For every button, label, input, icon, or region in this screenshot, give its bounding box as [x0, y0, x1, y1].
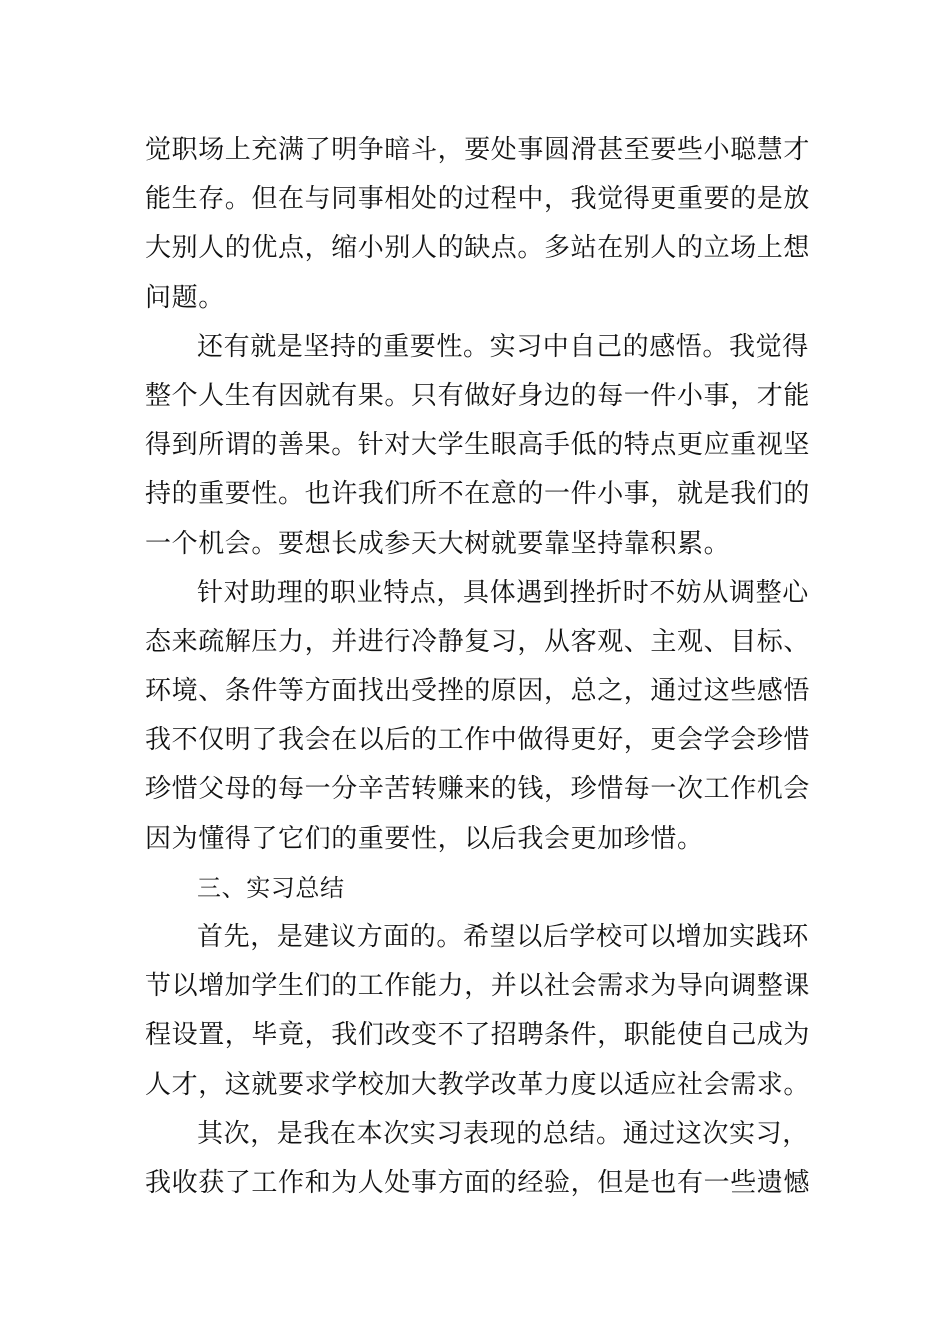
text-line: 态来疏解压力，并进行冷静复习，从客观、主观、目标、	[145, 626, 811, 657]
text-line: 觉职场上充满了明争暗斗，要处事圆滑甚至要些小聪慧才	[145, 135, 811, 165]
text-line: 首先，是建议方面的。希望以后学校可以增加实践环	[197, 922, 809, 952]
text-line: 其次，是我在本次实习表现的总结。通过这次实习，	[197, 1118, 809, 1149]
text-line: 我收获了工作和为人处事方面的经验，但是也有一些遗憾	[145, 1167, 811, 1198]
text-line: 整个人生有因就有果。只有做好身边的每一件小事，才能	[145, 380, 811, 411]
text-line: 珍惜父母的每一分辛苦转赚来的钱，珍惜每一次工作机会	[145, 774, 811, 805]
text-line: 程设置，毕竟，我们改变不了招聘条件，职能使自己成为	[145, 1020, 811, 1051]
text-line: 人才，这就要求学校加大教学改革力度以适应社会需求。	[145, 1069, 811, 1100]
section-heading: 三、实习总结	[197, 873, 345, 902]
text-line: 节以增加学生们的工作能力，并以社会需求为导向调整课	[145, 971, 811, 1002]
text-line: 得到所谓的善果。针对大学生眼高手低的特点更应重视坚	[145, 430, 811, 461]
text-line: 大别人的优点，缩小别人的缺点。多站在别人的立场上想	[145, 233, 811, 264]
text-line: 持的重要性。也许我们所不在意的一件小事，就是我们的	[145, 479, 811, 510]
text-line: 能生存。但在与同事相处的过程中，我觉得更重要的是放	[145, 184, 811, 215]
text-line: 问题。	[145, 282, 225, 313]
document-body	[145, 126, 810, 1208]
text-line: 针对助理的职业特点，具体遇到挫折时不妨从调整心	[197, 577, 809, 608]
text-line: 我不仅明了我会在以后的工作中做得更好，更会学会珍惜	[145, 725, 811, 756]
text-line: 一个机会。要想长成参天大树就要靠坚持靠积累。	[145, 528, 731, 559]
text-line: 因为懂得了它们的重要性，以后我会更加珍惜。	[145, 823, 704, 854]
text-line: 还有就是坚持的重要性。实习中自己的感悟。我觉得	[197, 331, 809, 362]
text-line: 环境、条件等方面找出受挫的原因，总之，通过这些感悟	[145, 676, 811, 707]
